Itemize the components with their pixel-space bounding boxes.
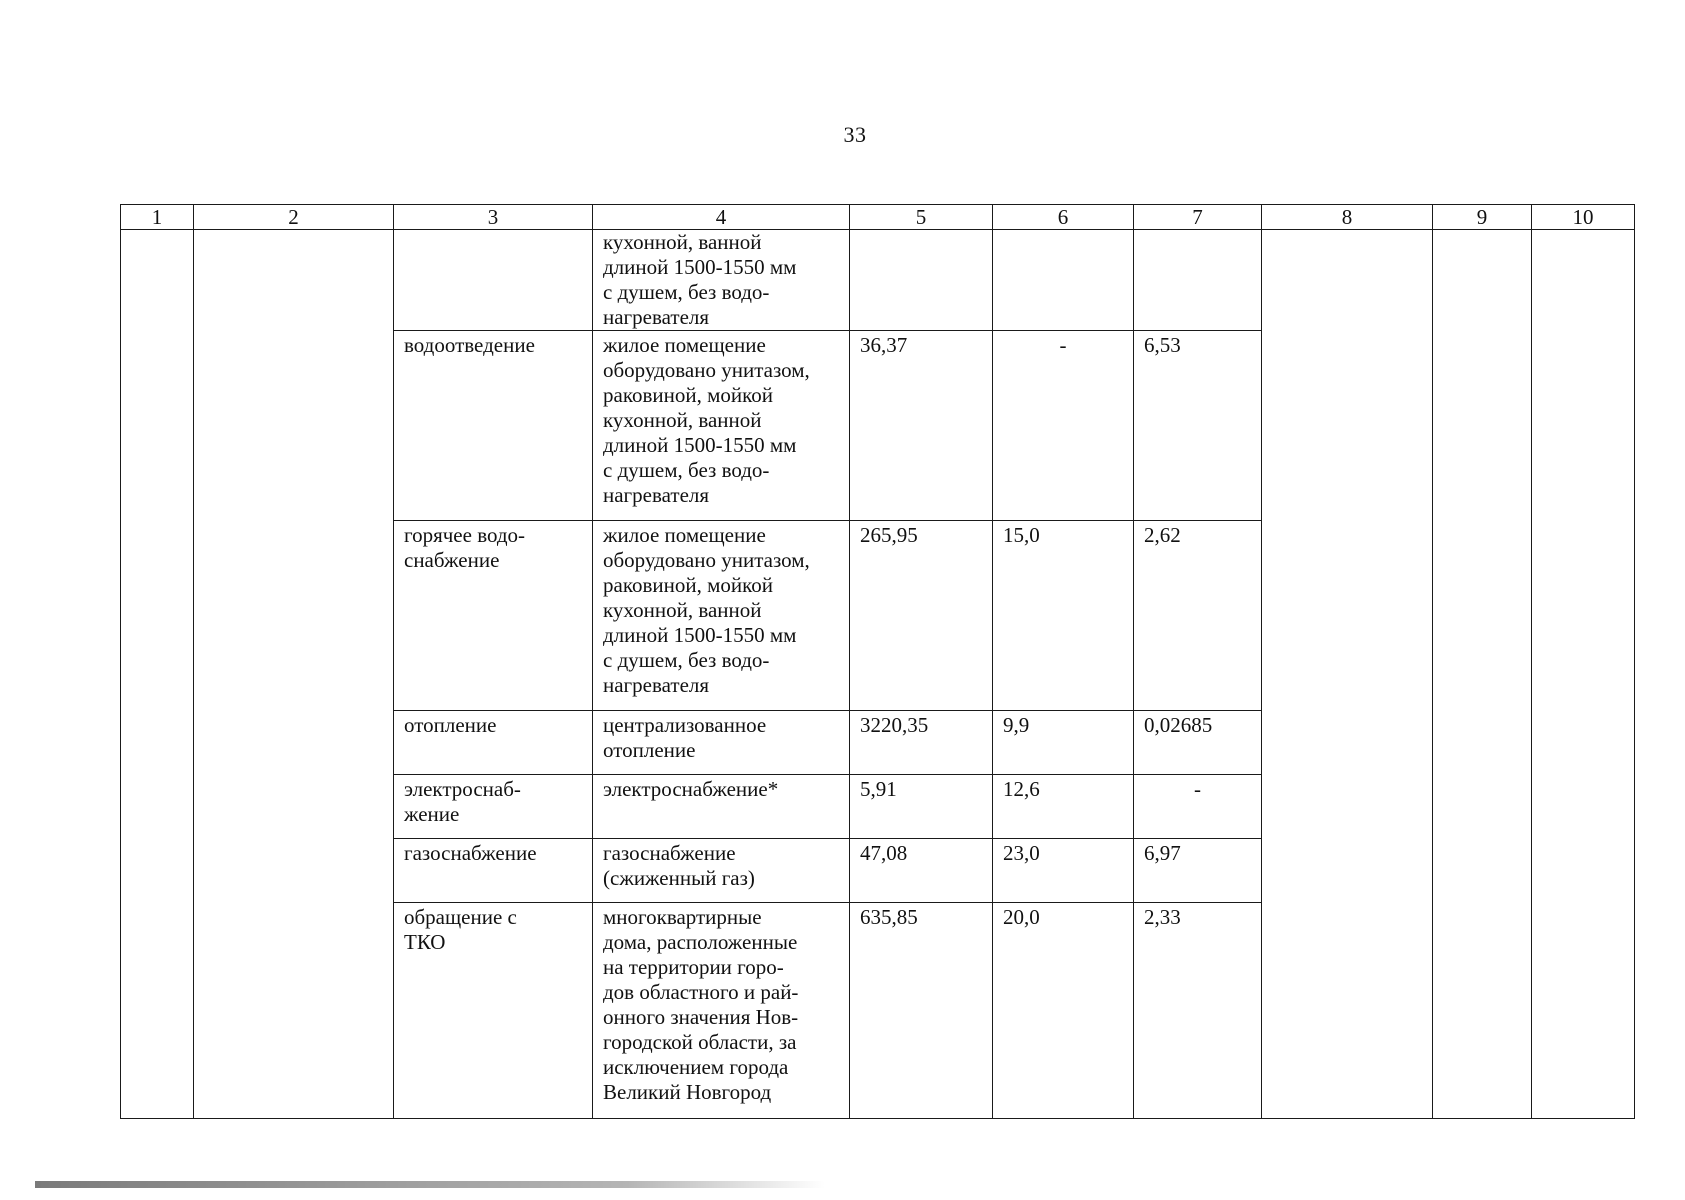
col-7-text: 6,53 [1144, 333, 1181, 357]
header-col-1: 1 [121, 205, 194, 230]
col-6-text: 9,9 [1003, 713, 1030, 737]
cell-description [593, 775, 850, 839]
cell-col-5 [850, 775, 993, 839]
cell-col-1-merged [121, 230, 194, 1119]
cell-col-5 [850, 711, 993, 775]
utility-text: газоснабжение [404, 841, 537, 865]
utility-text: обращение с ТКО [404, 905, 517, 954]
header-col-7: 7 [1134, 205, 1262, 230]
cell-col-6 [993, 711, 1134, 775]
col-7-text: 6,97 [1144, 841, 1181, 865]
col-7-text: 0,02685 [1144, 713, 1213, 737]
header-col-10: 10 [1532, 205, 1635, 230]
tariff-table [120, 204, 1635, 1119]
utility-text: водоотведение [404, 333, 535, 357]
cell-col-6 [993, 331, 1134, 521]
cell-description [593, 711, 850, 775]
cell-utility [394, 903, 593, 1119]
table-body [121, 230, 1635, 1119]
header-col-4: 4 [593, 205, 850, 230]
description-text: газоснабжение (сжиженный газ) [603, 841, 755, 890]
col-5-text: 635,85 [860, 905, 918, 929]
cell-col-8-merged [1262, 230, 1433, 1119]
cell-col-6 [993, 775, 1134, 839]
table-header [121, 205, 1635, 230]
cell-col-2-merged [194, 230, 394, 1119]
cell-col-6 [993, 839, 1134, 903]
col-5-text: 5,91 [860, 777, 897, 801]
cell-col-7 [1134, 839, 1262, 903]
cell-col-7 [1134, 711, 1262, 775]
col-5-text: 47,08 [860, 841, 908, 865]
cell-col-7 [1134, 521, 1262, 711]
col-5-text: 265,95 [860, 523, 918, 547]
description-text: электроснабжение* [603, 777, 779, 801]
cell-description [593, 839, 850, 903]
cell-description [593, 903, 850, 1119]
cell-col-5 [850, 230, 993, 331]
description-text: жилое помещение оборудовано унитазом, раковиной, мойкой кухонной, ванной длиной 1500-1550 мм с душем, без водо- нагревателя [603, 523, 810, 697]
cell-col-5 [850, 839, 993, 903]
cell-description [593, 230, 850, 331]
cell-col-5 [850, 521, 993, 711]
col-7-text: 2,33 [1144, 905, 1181, 929]
col-7-text: 2,62 [1144, 523, 1181, 547]
header-col-3: 3 [394, 205, 593, 230]
cell-col-6 [993, 521, 1134, 711]
header-row [121, 205, 1635, 230]
cell-utility [394, 711, 593, 775]
description-text: жилое помещение оборудовано унитазом, раковиной, мойкой кухонной, ванной длиной 1500-1550 мм с душем, без водо- нагревателя [603, 333, 810, 507]
description-text: кухонной, ванной длиной 1500-1550 мм с душем, без водо- нагревателя [603, 230, 797, 329]
description-text: централизованное отопление [603, 713, 767, 762]
cell-utility [394, 331, 593, 521]
utility-text: отопление [404, 713, 497, 737]
cell-utility [394, 775, 593, 839]
header-col-9: 9 [1433, 205, 1532, 230]
cell-col-7 [1134, 230, 1262, 331]
col-6-text: 15,0 [1003, 523, 1040, 547]
cell-col-7 [1134, 775, 1262, 839]
description-text: многоквартирные дома, расположенные на территории горо- дов областного и рай- онного значения Нов- городской области, за исключением города Великий Новгород [603, 905, 799, 1104]
cell-description [593, 331, 850, 521]
cell-col-6 [993, 230, 1134, 331]
header-col-6: 6 [993, 205, 1134, 230]
col-6-text: 12,6 [1003, 777, 1040, 801]
header-col-5: 5 [850, 205, 993, 230]
cell-col-5 [850, 331, 993, 521]
cell-col-5 [850, 903, 993, 1119]
col-6-text: 20,0 [1003, 905, 1040, 929]
cell-col-9-merged [1433, 230, 1532, 1119]
col-7-text: - [1194, 777, 1201, 801]
col-6-text: - [1059, 333, 1067, 357]
header-col-2: 2 [194, 205, 394, 230]
cell-utility [394, 230, 593, 331]
col-5-text: 3220,35 [860, 713, 929, 737]
cell-col-10-merged [1532, 230, 1635, 1119]
cell-description [593, 521, 850, 711]
cell-col-6 [993, 903, 1134, 1119]
utility-text: горячее водо- снабжение [404, 523, 526, 572]
col-5-text: 36,37 [860, 333, 908, 357]
header-col-8: 8 [1262, 205, 1433, 230]
cell-col-7 [1134, 331, 1262, 521]
page-number: 33 [843, 122, 867, 147]
cell-col-7 [1134, 903, 1262, 1119]
cell-utility [394, 521, 593, 711]
utility-text: электроснаб- жение [404, 777, 521, 826]
table-row [121, 230, 1635, 331]
cell-utility [394, 839, 593, 903]
scan-artifact-line [35, 1181, 825, 1188]
col-6-text: 23,0 [1003, 841, 1040, 865]
